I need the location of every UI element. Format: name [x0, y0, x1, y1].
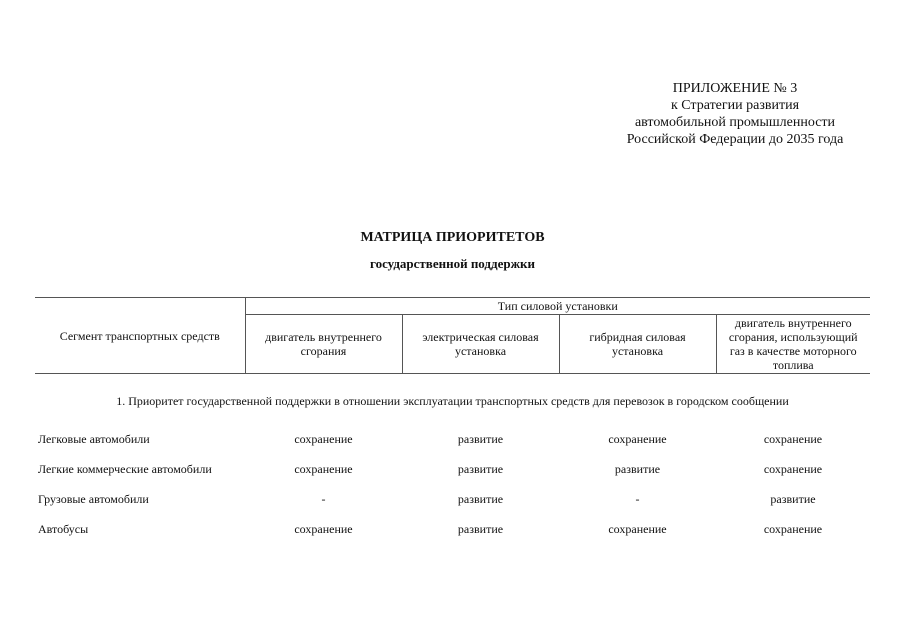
table-cell: развитие — [457, 521, 504, 536]
column-header-hybrid: гибридная силовая установка — [559, 315, 716, 374]
table-cell: развитие — [457, 491, 504, 506]
table-row — [35, 514, 870, 544]
table-cell: сохранение — [608, 431, 667, 446]
appendix-header — [600, 80, 870, 148]
table-cell: - — [635, 491, 640, 506]
segment-name: Автобусы — [38, 521, 89, 536]
table-cell: сохранение — [608, 521, 667, 536]
table-cell: сохранение — [763, 431, 823, 446]
appendix-line: Российской Федерации до 2035 года — [626, 132, 844, 147]
table-row — [35, 454, 870, 484]
table-row — [35, 484, 870, 514]
segment-name: Легковые автомобили — [38, 431, 150, 446]
table-cell: сохранение — [294, 521, 353, 536]
table-cell: сохранение — [763, 461, 823, 476]
column-header-gas-ice: двигатель внутреннего сгорания, использующий газ в качестве моторного топлива — [716, 315, 870, 374]
document-subtitle: государственной поддержки — [369, 256, 535, 271]
table-cell: развитие — [457, 431, 504, 446]
appendix-line: автомобильной промышленности — [634, 115, 836, 130]
powertrain-group-header: Тип силовой установки — [245, 298, 870, 315]
table-cell: сохранение — [763, 521, 823, 536]
segment-name: Легкие коммерческие автомобили — [38, 461, 212, 476]
section-title: 1. Приоритет государственной поддержки в отношении эксплуатации транспортных средств для перевозок в городском сообщении — [116, 393, 789, 408]
table-cell: развитие — [614, 461, 661, 476]
table-cell: - — [321, 491, 326, 506]
column-header-electric: электрическая силовая установка — [402, 315, 559, 374]
appendix-line: ПРИЛОЖЕНИЕ № 3 — [672, 81, 798, 96]
priority-matrix-table — [35, 297, 870, 544]
column-header-ice: двигатель внутреннего сгорания — [245, 315, 402, 374]
segment-column-header: Сегмент транспортных средств — [35, 298, 245, 374]
table-cell: развитие — [457, 461, 504, 476]
segment-name: Грузовые автомобили — [38, 491, 149, 506]
table-cell: развитие — [770, 491, 816, 506]
table-cell: сохранение — [294, 431, 353, 446]
table-row — [35, 424, 870, 454]
document-title: МАТРИЦА ПРИОРИТЕТОВ — [360, 230, 545, 245]
appendix-line: к Стратегии развития — [670, 98, 800, 113]
table-cell: сохранение — [294, 461, 353, 476]
